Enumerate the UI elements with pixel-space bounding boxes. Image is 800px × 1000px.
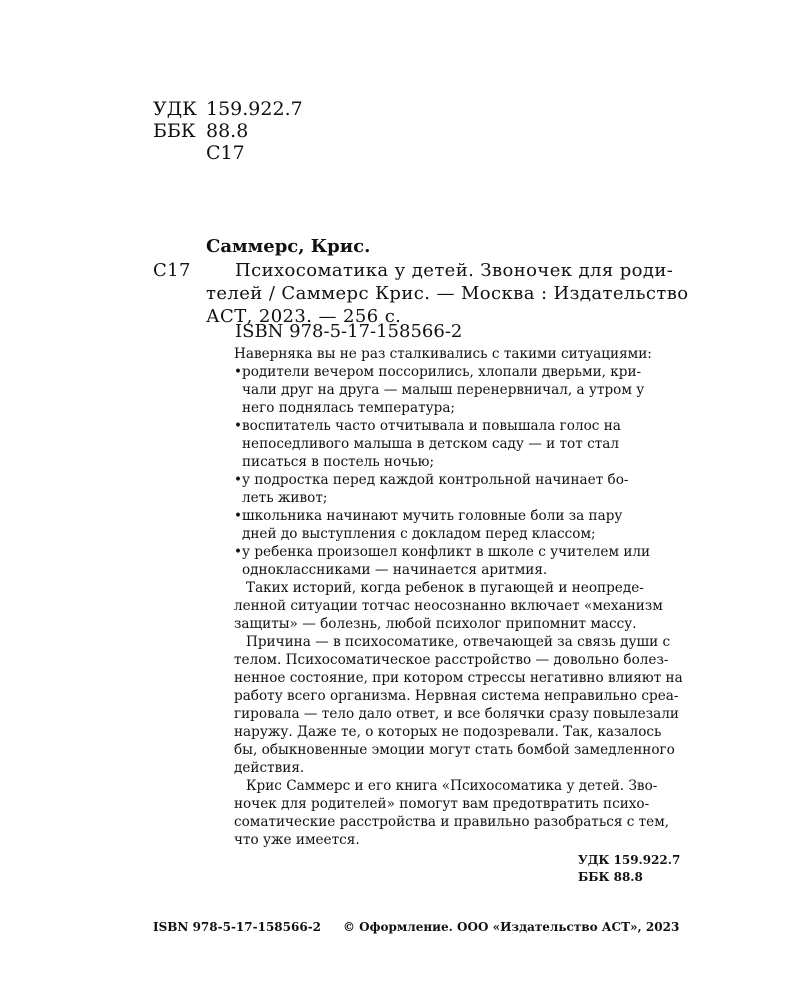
para-3-line-1: Крис Саммерс и его книга «Психосоматика у детей. Зво- [246,778,658,794]
bullet-glyph: • [234,508,243,524]
udk-small: УДК 159.922.7 [578,853,681,867]
para-3-line-2: ночек для родителей» помогут вам предотвратить психо- [234,796,650,812]
bullet-5-line-1: у ребенка произошел конфликт в школе с учителем или [242,544,651,560]
author-heading: Саммерс, Крис. [206,236,371,257]
para-2-line-3: ненное состояние, при котором стрессы негативно влияют на [234,670,683,686]
para-1-line-1: Таких историй, когда ребенок в пугающей и неопреде- [246,580,644,596]
bullet-5-line-2: одноклассниками — начинается аритмия. [242,562,548,578]
bullet-2-line-3: писаться в постель ночью; [242,454,435,470]
author-mark-card: С17 [153,260,191,281]
bullet-1-line-2: чали друг на друга — малыш перенервничал, а утром у [242,382,645,398]
bullet-1-line-1: родители вечером поссорились, хлопали дверьми, кри- [242,364,642,380]
para-1-line-3: защиты» — болезнь, любой психолог припомнит массу. [234,616,637,632]
bbk-label: ББК [153,120,196,142]
card-line-1: Психосоматика у детей. Звоночек для роди- [235,260,674,281]
para-3-line-4: что уже имеется. [234,832,360,848]
para-2-line-5: гировала — тело дало ответ, и все болячки сразу повылезали [234,706,679,722]
para-2-line-2: телом. Психосоматическое расстройство — довольно болез- [234,652,669,668]
para-2-line-6: наружу. Даже те, о которых не подозревали. Так, казалось [234,724,662,740]
bullet-3-line-2: леть живот; [242,490,328,506]
card-isbn: ISBN 978-5-17-158566-2 [235,321,463,342]
card-line-3: АСТ, 2023. — 256 с. [206,306,402,327]
para-2-line-4: работу всего организма. Нервная система неправильно среа- [234,688,679,704]
para-3-line-3: соматические расстройства и правильно разобраться с тем, [234,814,670,830]
card-line-2: телей / Саммерс Крис. — Москва : Издательство [206,283,689,304]
bullet-glyph: • [234,544,243,560]
udk-value: 159.922.7 [206,98,303,120]
bullet-3-line-1: у подростка перед каждой контрольной начинает бо- [242,472,629,488]
bbk-small: ББК 88.8 [578,870,643,884]
para-2-line-7: бы, обыкновенные эмоции могут стать бомбой замедленного [234,742,675,758]
bullet-glyph: • [234,364,243,380]
bullet-4-line-2: дней до выступления с докладом перед классом; [242,526,596,542]
bullet-4-line-1: школьника начинают мучить головные боли за пару [242,508,623,524]
bullet-2-line-2: непоседливого малыша в детском саду — и тот стал [242,436,619,452]
author-mark-top: С17 [206,142,245,164]
footer-copyright: © Оформление. ООО «Издательство АСТ», 2023 [343,920,680,934]
bbk-value: 88.8 [206,120,249,142]
para-2-line-8: действия. [234,760,305,776]
udk-label: УДК [153,98,197,120]
footer-isbn: ISBN 978-5-17-158566-2 [153,920,322,934]
para-2-line-1: Причина — в психосоматике, отвечающей за связь души с [246,634,671,650]
bullet-glyph: • [234,418,243,434]
annotation-intro: Наверняка вы не раз сталкивались с такими ситуациями: [234,346,652,362]
bullet-2-line-1: воспитатель часто отчитывала и повышала голос на [242,418,621,434]
para-1-line-2: ленной ситуации тотчас неосознанно включает «механизм [234,598,663,614]
bullet-glyph: • [234,472,243,488]
bullet-1-line-3: него поднялась температура; [242,400,456,416]
